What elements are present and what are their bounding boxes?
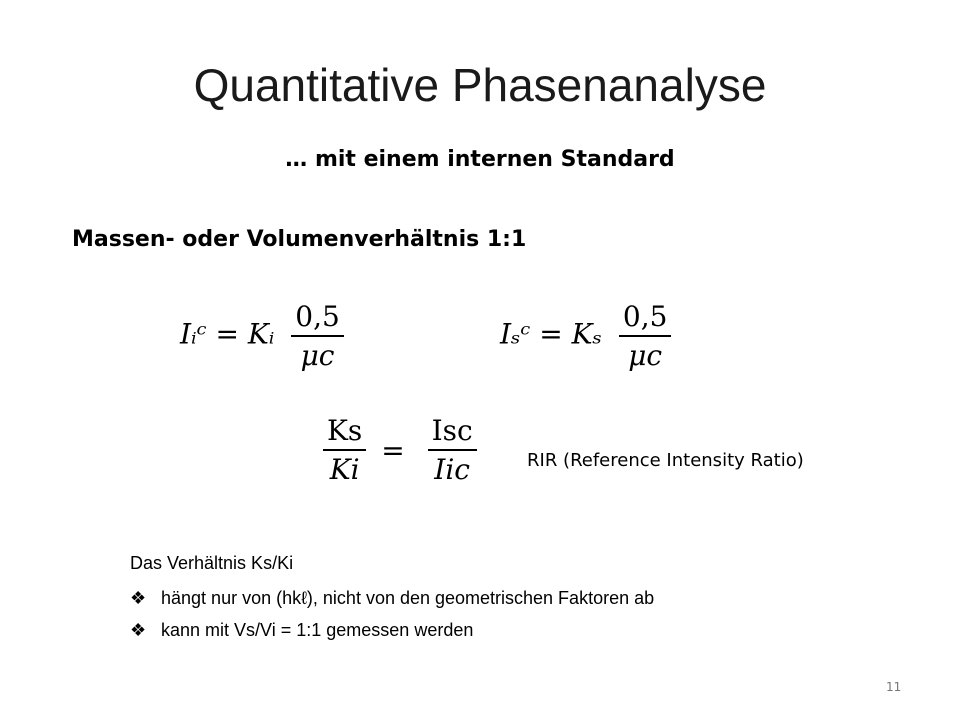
formula-denominator: Ki bbox=[329, 453, 360, 486]
bullet-text: hängt nur von (hkℓ), nicht von den geometrischen Faktoren ab bbox=[161, 588, 655, 608]
formula-lhs: Iᵢᶜ = Kᵢ bbox=[180, 317, 275, 351]
formula-k-ratio bbox=[323, 414, 366, 486]
formula-intensity-i bbox=[180, 300, 344, 372]
formula-numerator: Ks bbox=[323, 414, 366, 451]
formula-numerator: Isc bbox=[428, 414, 477, 451]
formula-equals: = bbox=[381, 433, 405, 467]
formula-numerator: 0,5 bbox=[291, 300, 344, 337]
bullet-item bbox=[130, 588, 654, 609]
formula-i-ratio bbox=[428, 414, 477, 486]
formula-numerator: 0,5 bbox=[619, 300, 672, 337]
formula-fraction bbox=[619, 300, 672, 372]
formula-denominator: μc bbox=[628, 339, 663, 372]
ratio-description: Das Verhältnis Ks/Ki bbox=[130, 553, 294, 573]
section-heading: Massen- oder Volumenverhältnis 1:1 bbox=[72, 227, 527, 252]
page-number: 11 bbox=[886, 680, 902, 694]
bullet-text: kann mit Vs/Vi = 1:1 gemessen werden bbox=[161, 620, 474, 640]
slide-title: Quantitative Phasenanalyse bbox=[193, 59, 767, 111]
formula-intensity-s bbox=[500, 300, 671, 372]
formula-lhs: Iₛᶜ = Kₛ bbox=[500, 317, 602, 351]
formula-fraction bbox=[291, 300, 344, 372]
formula-denominator: Iic bbox=[434, 453, 470, 486]
formula-denominator: μc bbox=[300, 339, 335, 372]
diamond-bullet-icon: ❖ bbox=[130, 620, 147, 640]
formula-ratio bbox=[315, 414, 477, 486]
slide-subtitle: … mit einem internen Standard bbox=[285, 147, 675, 172]
diamond-bullet-icon: ❖ bbox=[130, 588, 147, 608]
bullet-item bbox=[130, 620, 473, 641]
rir-note: RIR (Reference Intensity Ratio) bbox=[527, 450, 804, 471]
